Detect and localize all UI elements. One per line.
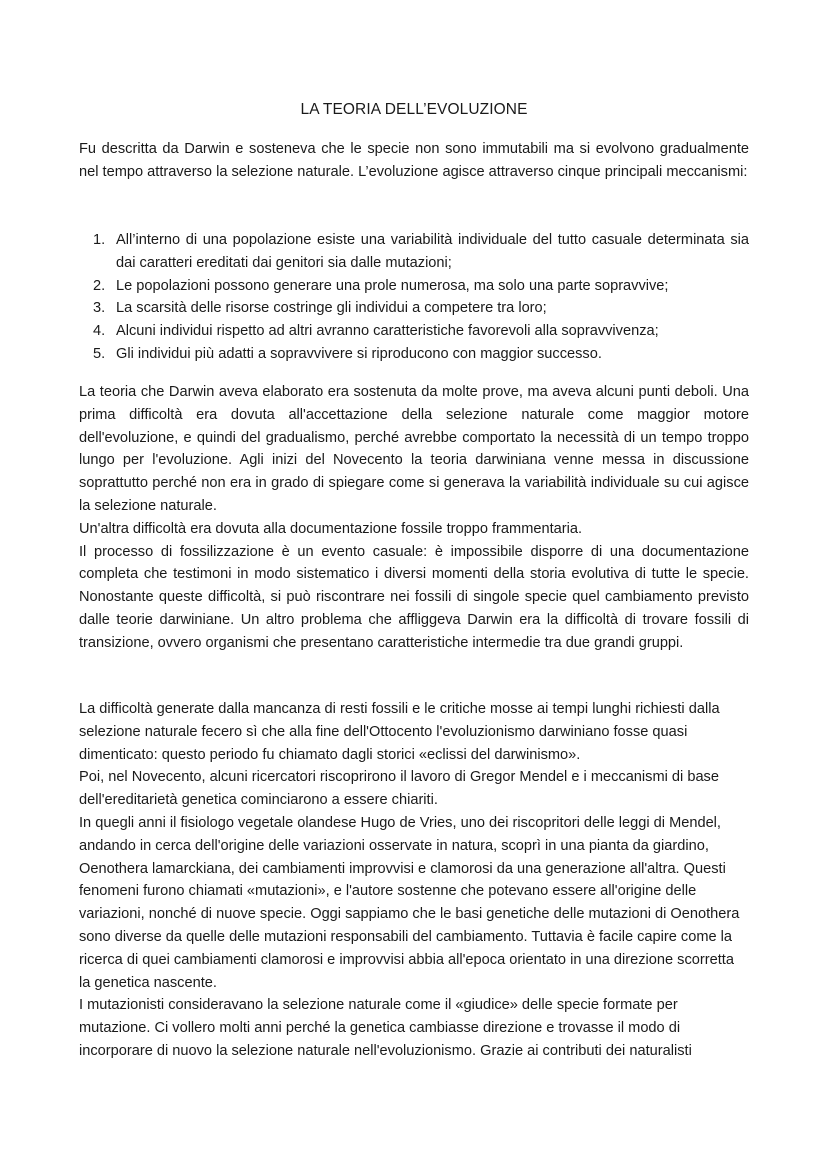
intro-paragraph: Fu descritta da Darwin e sosteneva che le specie non sono immutabili ma si evolvono gradualmente nel tempo attraverso la selezione naturale. L’evoluzione agisce attraverso cinque principali meccanismi: — [79, 141, 749, 180]
list-item — [79, 343, 749, 366]
section-eclipse-of-darwinism — [79, 698, 747, 1063]
list-item-number: 3. — [93, 300, 106, 317]
paragraph: I mutazionisti consideravano la selezione naturale come il «giudice» delle specie formate per mutazione. Ci vollero molti anni perché la genetica cambiasse direzione e trovasse il modo di incorporare di nuovo la selezione naturale nell'evoluzionismo. Grazie ai contributi dei naturalisti — [79, 997, 692, 1059]
list-item-text: Alcuni individui rispetto ad altri avranno caratteristiche favorevoli alla sopravvivenza; — [116, 323, 659, 340]
list-item-number: 1. — [93, 232, 106, 248]
list-item-text: All’interno di una popolazione esiste una variabilità individuale del tutto casuale determinata sia dai caratteri ereditati dai genitori sia dalle mutazioni; — [116, 232, 749, 271]
list-item — [79, 229, 749, 275]
paragraph: Un'altra difficoltà era dovuta alla documentazione fossile troppo frammentaria. — [79, 520, 583, 537]
list-item — [79, 320, 749, 343]
list-item-text: Le popolazioni possono generare una prole numerosa, ma solo una parte sopravvive; — [116, 277, 669, 294]
paragraph: La teoria che Darwin aveva elaborato era sostenuta da molte prove, ma aveva alcuni punti deboli. Una prima difficoltà era dovuta all'accettazione della selezione naturale come maggior motore dell'evoluzione, e quindi del gradualismo, perché avrebbe comportato la necessità di un tempo troppo lungo per l'evoluzione. Agli inizi del Novecento la teoria darwiniana venne messa in discussione soprattutto perché non era in grado di spiegare come si generava la variabilità individuale su cui agisce la selezione naturale. — [79, 384, 749, 514]
section-darwin-weaknesses — [79, 381, 749, 655]
list-item-text: Gli individui più adatti a sopravvivere si riproducono con maggior successo. — [116, 345, 602, 362]
list-item — [79, 275, 749, 298]
paragraph: La difficoltà generate dalla mancanza di resti fossili e le critiche mosse ai tempi lunghi richiesti dalla selezione naturale fecero sì che alla fine dell'Ottocento l'evoluzionismo darwiniano fosse quasi dimenticato: questo periodo fu chiamato dagli storici «eclissi del darwinismo». — [79, 701, 720, 763]
paragraph: In quegli anni il fisiologo vegetale olandese Hugo de Vries, uno dei riscopritori delle leggi di Mendel, andando in cerca dell'origine delle variazioni osservate in natura, scoprì in una pianta da giardino, Oenothera lamarckiana, dei cambiamenti improvvisi e clamorosi da una generazione all'altra. Questi fenomeni furono chiamati «mutazioni», e l'autore sostenne che potevano essere all'origine delle variazioni, nonché di nuove specie. Oggi sappiamo che le basi genetiche delle mutazioni di Oenothera sono diverse da quelle delle mutazioni responsabili del cambiamento. Tuttavia è facile capire come la ricerca di quei cambiamenti clamorosi e improvvisi abbia all'epoca orientato in una direzione scorretta la genetica nascente. — [79, 814, 740, 991]
list-item-text: La scarsità delle risorse costringe gli individui a competere tra loro; — [116, 300, 547, 317]
list-item — [79, 297, 749, 320]
paragraph: Poi, nel Novecento, alcuni ricercatori riscoprirono il lavoro di Gregor Mendel e i meccanismi di base dell'ereditarietà genetica cominciarono a essere chiariti. — [79, 769, 719, 809]
mechanisms-list — [79, 229, 749, 366]
list-item-number: 4. — [93, 323, 106, 340]
list-item-number: 5. — [93, 345, 106, 362]
list-item-number: 2. — [93, 277, 106, 294]
paragraph: Il processo di fossilizzazione è un evento casuale: è impossibile disporre di una documentazione completa che testimoni in modo sistematico i diversi momenti della storia evolutiva di tutte le specie. Nonostante queste difficoltà, si può riscontrare nei fossili di singole specie quel cambiamento previsto dalle teorie darwiniane. Un altro problema che affliggeva Darwin era la difficoltà di trovare fossili di transizione, ovvero organismi che presentano caratteristiche intermedie tra due grandi gruppi. — [79, 543, 749, 651]
page-title: LA TEORIA DELL’EVOLUZIONE — [300, 101, 528, 118]
